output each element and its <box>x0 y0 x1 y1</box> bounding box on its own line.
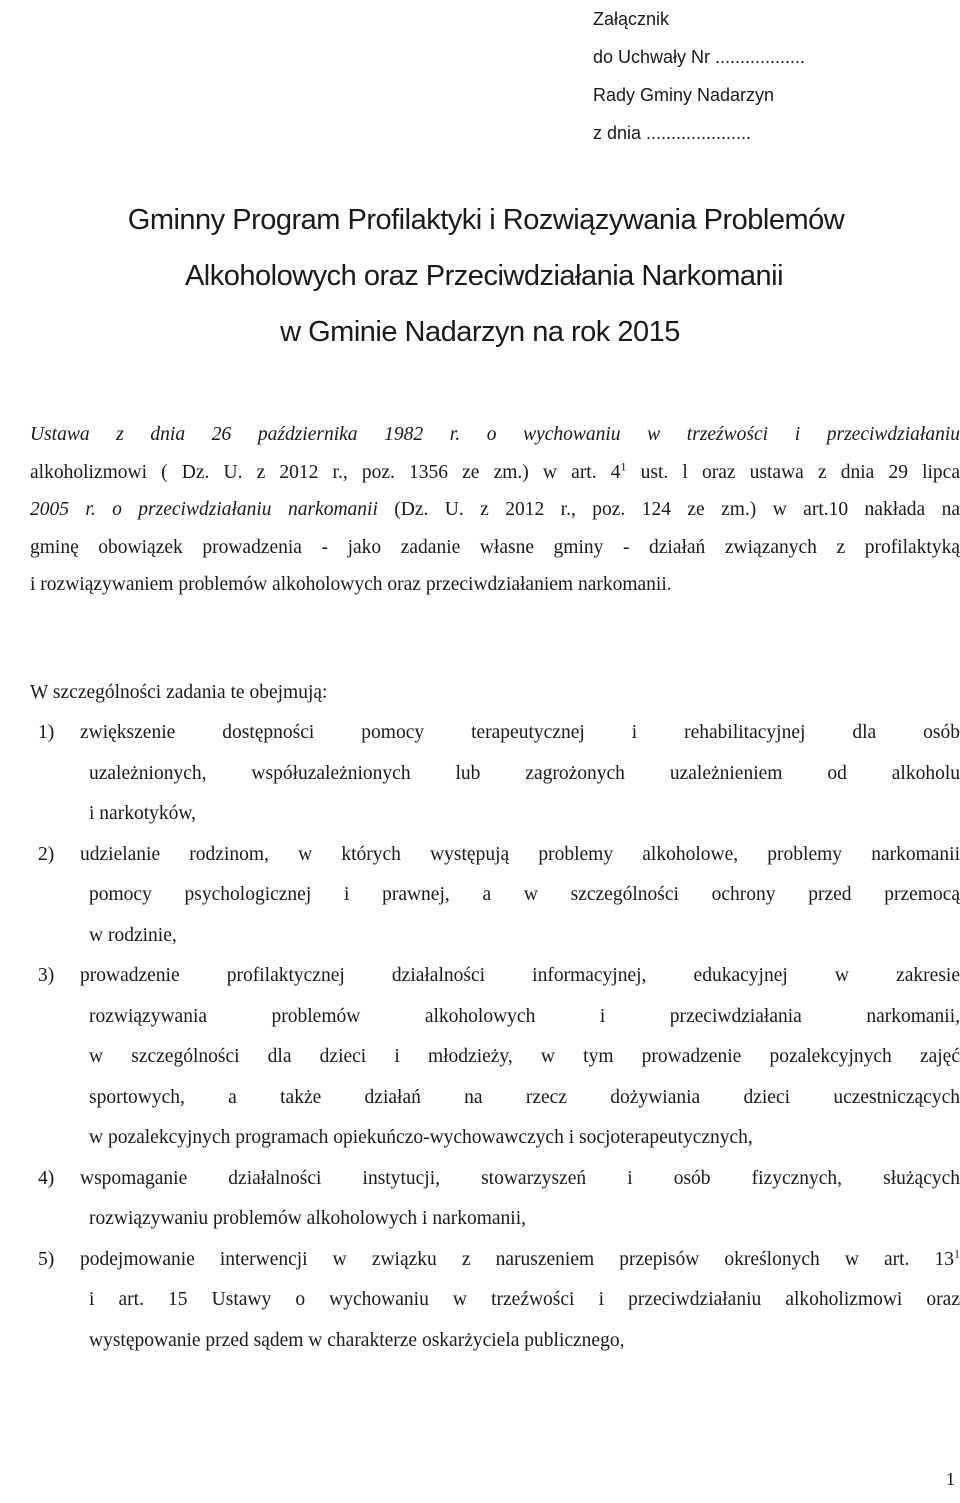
title-line-2: Alkoholowych oraz Przeciwdziałania Narkomanii <box>184 260 784 292</box>
resolution-date: z dnia ..................... <box>593 123 752 143</box>
list-item: 4) wspomaganie działalności instytucji, stowarzyszeń i osób fizycznych, służących rozwiązywaniu problemów alkoholowych i narkomanii, <box>0 1159 960 1240</box>
item-number: 3) <box>38 965 55 986</box>
title-line-3: w Gminie Nadarzyn na rok 2015 <box>280 316 680 348</box>
document-title <box>0 192 960 360</box>
list-item: 1) zwiększenie dostępności pomocy terapeutycznej i rehabilitacyjnej dla osób uzależnionych, współuzależnionych lub zagrożonych uzależnieniem od alkoholu i narkotyków, <box>0 713 960 835</box>
intro-paragraph <box>30 416 960 604</box>
list-item: 3) prowadzenie profilaktycznej działalności informacyjnej, edukacyjnej w zakresie rozwiązywania problemów alkoholowych i przeciwdziałania narkomanii, w szczególności dla dzieci i młodzieży, w tym prowadzenie pozalekcyjnych zajęć sportowych, a także działań na rzecz dożywiania dzieci uczestniczących w pozalekcyjnych programach opiekuńczo-wychowawczych i socjoterapeutycznych, <box>0 956 960 1159</box>
attachment-header <box>593 0 805 152</box>
intro-line: alkoholizmowi ( Dz. U. z 2012 r., poz. 1356 ze zm.) w art. $4^1$ ust. l oraz ustawa z dnia 29 lipca <box>30 459 960 483</box>
tasks-lead: W szczególności zadania te obejmują: <box>30 682 328 703</box>
intro-line: 2005 r. o przeciwdziałaniu narkomanii (Dz. U. z 2012 r., poz. 124 ze zm.) w art.10 nakłada na <box>30 499 960 520</box>
council-name: Rady Gminy Nadarzyn <box>593 85 775 105</box>
item-number: 4) <box>38 1167 55 1189</box>
list-item: 5) podejmowanie interwencji w związku z naruszeniem przepisów określonych w art. $13^1$ i art. 15 Ustawy o wychowaniu w trzeźwości i przeciwdziałaniu alkoholizmowi oraz występowanie przed sądem w charakterze oskarżyciela publicznego, <box>0 1240 960 1362</box>
item-number: 1) <box>38 722 55 743</box>
tasks-list <box>0 713 960 1361</box>
intro-line: i rozwiązywaniem problemów alkoholowych oraz przeciwdziałaniem narkomanii. <box>30 574 672 595</box>
item-number: 5) <box>38 1248 55 1270</box>
list-item: 2) udzielanie rodzinom, w których występują problemy alkoholowe, problemy narkomanii pomocy psychologicznej i prawnej, a w szczególności ochrony przed przemocą w rodzinie, <box>0 835 960 957</box>
item-number: 2) <box>38 843 55 865</box>
title-line-1: Gminny Program Profilaktyki i Rozwiązywania Problemów <box>127 204 845 236</box>
attachment-label: Załącznik <box>593 9 670 29</box>
intro-line: gminę obowiązek prowadzenia - jako zadanie własne gminy - działań związanych z profilaktyką <box>30 536 960 558</box>
intro-line <box>30 416 960 454</box>
resolution-number: do Uchwały Nr .................. <box>593 47 806 67</box>
superscript: 1 <box>620 459 627 473</box>
page-number: 1 <box>946 1469 955 1489</box>
intro-act-title: Ustawa z dnia 26 października 1982 r. o wychowaniu w trzeźwości i przeciwdziałaniu <box>30 424 960 445</box>
superscript: 1 <box>954 1246 960 1260</box>
intro-act-title: 2005 r. o przeciwdziałaniu narkomanii <box>30 499 378 520</box>
